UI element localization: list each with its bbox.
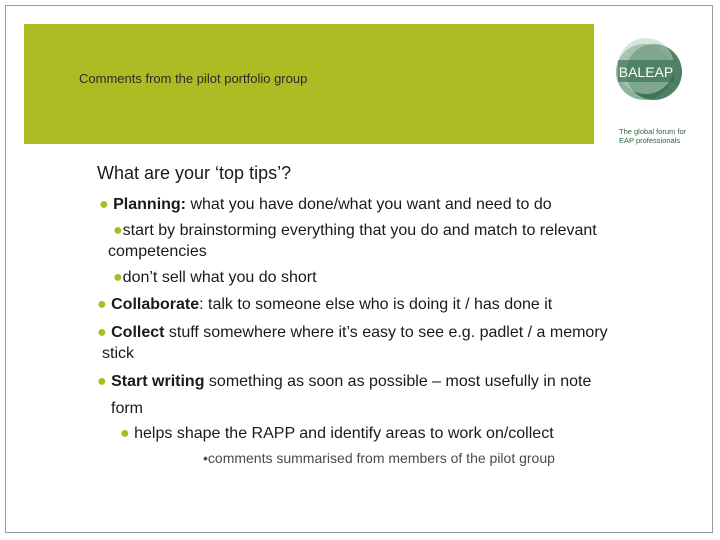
slide-title: What are your ‘top tips’? <box>97 163 292 183</box>
tip-collect-cont: stick <box>102 345 134 362</box>
tip-text: helps shape the RAPP and identify areas to work on/collect <box>134 425 554 442</box>
tip-label: Start writing <box>111 373 205 390</box>
bullet-icon: ● <box>120 425 130 442</box>
tip-start-writing-cont: form <box>111 400 143 417</box>
tip-sub-dont-sell <box>113 269 317 287</box>
tip-label: Planning: <box>113 196 187 213</box>
bullet-icon: ● <box>99 196 109 213</box>
tip-sub-brainstorm <box>113 222 597 240</box>
logo-text: BALEAP <box>618 64 674 80</box>
tip-text: what you have done/what you want and need to do <box>186 196 552 213</box>
bullet-icon: ● <box>97 324 107 341</box>
bullet-icon: ● <box>97 296 107 313</box>
tip-text: start by brainstorming everything that you do and match to relevant <box>122 222 597 239</box>
tip-text: something as soon as possible – most usefully in note <box>204 373 592 390</box>
tip-sub-rapp <box>120 425 554 443</box>
tagline-line-1: The global forum for <box>619 127 687 136</box>
bullet-icon: ● <box>113 269 123 286</box>
tip-sub-brainstorm-cont: competencies <box>108 243 207 260</box>
tip-text: don’t sell what you do short <box>122 269 317 286</box>
logo-tagline <box>619 127 709 145</box>
footnote: •comments summarised from members of the pilot group <box>203 450 555 466</box>
tip-start-writing <box>97 373 591 391</box>
tip-text: : talk to someone else who is doing it / has done it <box>199 296 553 313</box>
tip-planning <box>99 196 552 214</box>
tip-collect <box>97 324 608 342</box>
tip-label: Collaborate <box>111 296 200 313</box>
bullet-icon: ● <box>97 373 107 390</box>
tagline-line-2: EAP professionals <box>619 136 681 145</box>
banner-subtitle: Comments from the pilot portfolio group <box>79 71 308 86</box>
tip-text: stuff somewhere where it’s easy to see e.g. padlet / a memory <box>164 324 608 341</box>
bullet-icon: ● <box>113 222 123 239</box>
tip-label: Collect <box>111 324 165 341</box>
tip-collaborate <box>97 296 552 314</box>
